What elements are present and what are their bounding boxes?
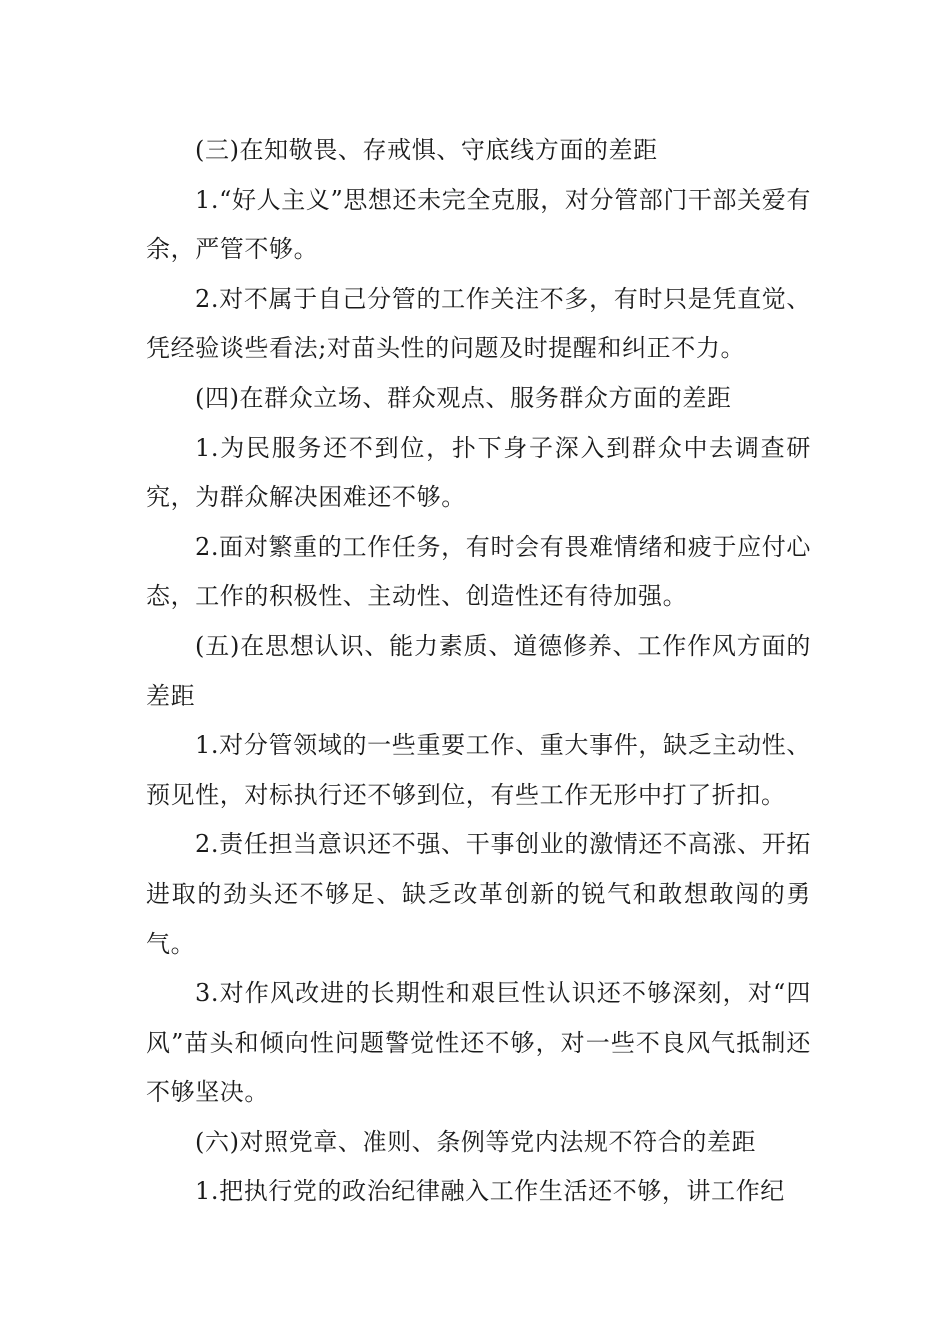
paragraph-3-1: 1.“好人主义”思想还未完全克服，对分管部门干部关爱有余，严管不够。	[146, 185, 811, 264]
section-heading-6: (六)对照党章、准则、条例等党内法规不符合的差距	[195, 1127, 757, 1156]
paragraph-5-3: 3.对作风改进的长期性和艰巨性认识还不够深刻，对“四风”苗头和倾向性问题警觉性还不够，对一些不良风气抵制还不够坚决。	[146, 979, 811, 1107]
section-heading-5: (五)在思想认识、能力素质、道德修养、工作作风方面的差距	[146, 631, 811, 710]
paragraph-3-2: 2.对不属于自己分管的工作关注不多，有时只是凭直觉、凭经验谈些看法;对苗头性的问题及时提醒和纠正不力。	[146, 284, 811, 363]
section-heading-3: (三)在知敬畏、存戒惧、守底线方面的差距	[195, 136, 658, 164]
document-body	[146, 126, 811, 1217]
paragraph-5-2: 2.责任担当意识还不强、干事创业的激情还不高涨、开拓进取的劲头还不够足、缺乏改革创新的锐气和敢想敢闯的勇气。	[146, 830, 811, 958]
section-heading-4: (四)在群众立场、群众观点、服务群众方面的差距	[195, 383, 732, 412]
paragraph-5-1: 1.对分管领域的一些重要工作、重大事件，缺乏主动性、预见性，对标执行还不够到位，有些工作无形中打了折扣。	[146, 731, 811, 809]
paragraph-6-1: 1.把执行党的政治纪律融入工作生活还不够，讲工作纪	[195, 1177, 785, 1206]
paragraph-4-2: 2.面对繁重的工作任务，有时会有畏难情绪和疲于应付心态，工作的积极性、主动性、创造性还有待加强。	[146, 532, 811, 611]
paragraph-4-1: 1.为民服务还不到位，扑下身子深入到群众中去调查研究，为群众解决困难还不够。	[146, 433, 811, 512]
